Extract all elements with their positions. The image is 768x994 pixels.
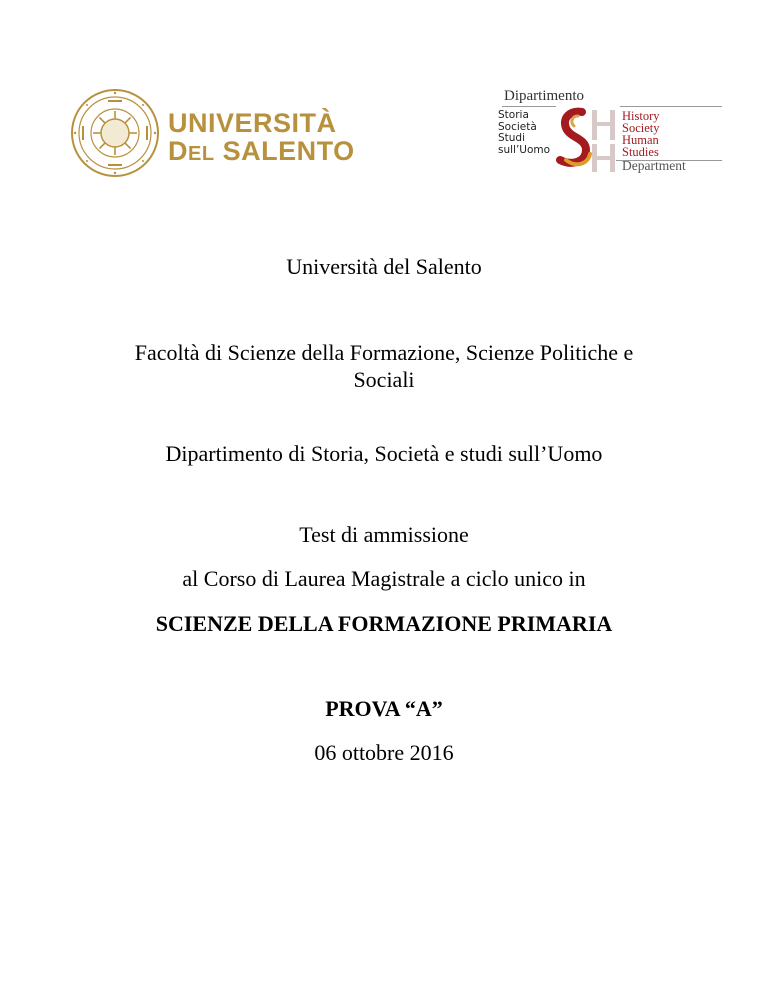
prova-label: PROVA “A” <box>325 696 443 721</box>
department-logo-bottom: Department <box>622 158 686 173</box>
sh-monogram-icon <box>552 104 622 176</box>
department-logo-title: Dipartimento <box>504 88 584 104</box>
course-intro: al Corso di Laurea Magistrale a ciclo unico in <box>182 566 586 591</box>
faculty-line-1: Facoltà di Scienze della Formazione, Scienze Politiche e <box>134 340 634 365</box>
university-logo <box>70 88 355 178</box>
test-title: Test di ammissione <box>299 522 469 547</box>
faculty-line-2: Sociali <box>353 367 415 392</box>
department-logo <box>494 84 724 178</box>
university-logo-line1: UNIVERSITÀ <box>168 108 337 138</box>
university-seal-icon <box>70 88 160 178</box>
course-name: SCIENZE DELLA FORMAZIONE PRIMARIA <box>155 611 613 636</box>
department-name: Dipartimento di Storia, Società e studi sull’Uomo <box>165 441 603 466</box>
university-name: Università del Salento <box>286 254 482 279</box>
department-logo-english-words: History Society Human Studies <box>622 109 660 159</box>
department-logo-italian-words: Storia Società Studi sull’Uomo <box>498 109 551 156</box>
exam-date: 06 ottobre 2016 <box>314 740 454 765</box>
university-logo-line2: DEL SALENTO <box>168 136 355 166</box>
